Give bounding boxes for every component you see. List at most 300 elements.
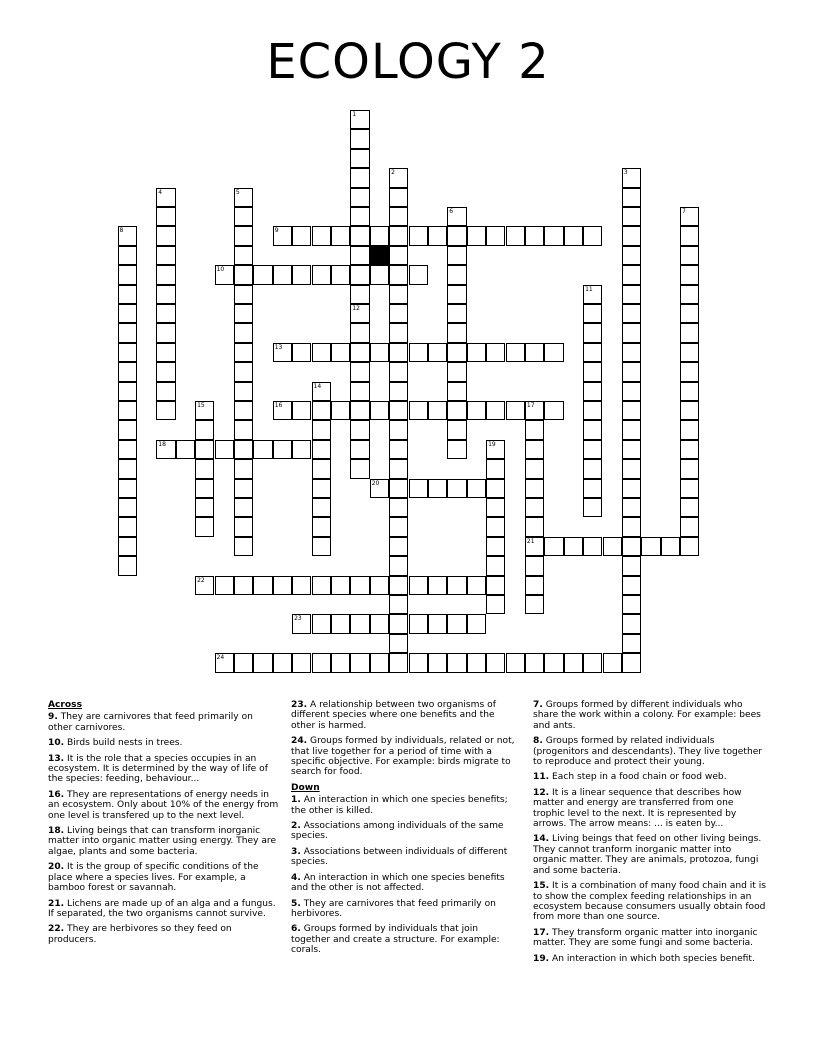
grid-cell[interactable] — [389, 226, 408, 245]
grid-cell[interactable] — [273, 576, 292, 595]
grid-cell[interactable] — [370, 653, 389, 672]
grid-cell[interactable] — [447, 362, 466, 381]
grid-cell[interactable] — [622, 362, 641, 381]
grid-cell[interactable] — [118, 498, 137, 517]
grid-cell[interactable] — [622, 285, 641, 304]
grid-cell[interactable] — [273, 401, 292, 420]
grid-cell[interactable] — [447, 304, 466, 323]
grid-cell[interactable] — [680, 285, 699, 304]
grid-cell[interactable] — [583, 459, 602, 478]
grid-cell[interactable] — [641, 537, 660, 556]
grid-cell[interactable] — [118, 246, 137, 265]
grid-cell[interactable] — [525, 226, 544, 245]
grid-cell[interactable] — [156, 382, 175, 401]
grid-cell[interactable] — [156, 440, 175, 459]
grid-cell[interactable] — [447, 576, 466, 595]
grid-cell[interactable] — [350, 382, 369, 401]
grid-cell[interactable] — [389, 265, 408, 284]
grid-cell[interactable] — [583, 343, 602, 362]
grid-cell[interactable] — [156, 246, 175, 265]
grid-cell[interactable] — [680, 401, 699, 420]
grid-cell[interactable] — [409, 614, 428, 633]
grid-cell[interactable] — [389, 168, 408, 187]
grid-cell[interactable] — [195, 498, 214, 517]
grid-cell[interactable] — [350, 362, 369, 381]
grid-cell[interactable] — [215, 653, 234, 672]
grid-cell[interactable] — [389, 479, 408, 498]
grid-cell[interactable] — [622, 207, 641, 226]
grid-cell[interactable] — [583, 362, 602, 381]
grid-cell[interactable] — [680, 517, 699, 536]
grid-cell[interactable] — [525, 420, 544, 439]
grid-cell[interactable] — [583, 479, 602, 498]
grid-cell[interactable] — [486, 517, 505, 536]
grid-cell[interactable] — [312, 226, 331, 245]
grid-cell[interactable] — [583, 498, 602, 517]
grid-cell[interactable] — [622, 459, 641, 478]
grid-cell[interactable] — [447, 323, 466, 342]
grid-cell[interactable] — [447, 401, 466, 420]
grid-cell[interactable] — [118, 401, 137, 420]
grid-cell[interactable] — [234, 420, 253, 439]
grid-cell[interactable] — [680, 459, 699, 478]
grid-cell[interactable] — [350, 653, 369, 672]
grid-cell[interactable] — [622, 595, 641, 614]
grid-cell[interactable] — [389, 595, 408, 614]
grid-cell[interactable] — [156, 285, 175, 304]
grid-cell[interactable] — [331, 653, 350, 672]
grid-cell[interactable] — [118, 556, 137, 575]
grid-cell[interactable] — [544, 653, 563, 672]
grid-cell[interactable] — [680, 343, 699, 362]
grid-cell[interactable] — [350, 459, 369, 478]
grid-cell[interactable] — [195, 459, 214, 478]
grid-cell[interactable] — [680, 382, 699, 401]
grid-cell[interactable] — [544, 401, 563, 420]
grid-cell[interactable] — [370, 343, 389, 362]
grid-cell[interactable] — [312, 459, 331, 478]
grid-cell[interactable] — [622, 304, 641, 323]
grid-cell[interactable] — [583, 304, 602, 323]
grid-cell[interactable] — [409, 653, 428, 672]
grid-cell[interactable] — [486, 459, 505, 478]
grid-cell[interactable] — [428, 479, 447, 498]
grid-cell[interactable] — [525, 556, 544, 575]
grid-cell[interactable] — [389, 440, 408, 459]
grid-cell[interactable] — [312, 517, 331, 536]
grid-cell[interactable] — [234, 343, 253, 362]
grid-cell[interactable] — [234, 226, 253, 245]
grid-cell[interactable] — [447, 614, 466, 633]
grid-cell[interactable] — [583, 440, 602, 459]
grid-cell[interactable] — [350, 207, 369, 226]
grid-cell[interactable] — [118, 226, 137, 245]
grid-cell[interactable] — [680, 304, 699, 323]
grid-cell[interactable] — [350, 304, 369, 323]
grid-cell[interactable] — [350, 323, 369, 342]
grid-cell[interactable] — [506, 653, 525, 672]
grid-cell[interactable] — [389, 382, 408, 401]
grid-cell[interactable] — [428, 343, 447, 362]
grid-cell[interactable] — [467, 479, 486, 498]
grid-cell[interactable] — [622, 517, 641, 536]
grid-cell[interactable] — [350, 129, 369, 148]
grid-cell[interactable] — [389, 323, 408, 342]
grid-cell[interactable] — [331, 265, 350, 284]
grid-cell[interactable] — [409, 226, 428, 245]
grid-cell[interactable] — [525, 401, 544, 420]
grid-cell[interactable] — [389, 459, 408, 478]
grid-cell[interactable] — [273, 343, 292, 362]
grid-cell[interactable] — [583, 382, 602, 401]
grid-cell[interactable] — [156, 207, 175, 226]
grid-cell[interactable] — [680, 479, 699, 498]
grid-cell[interactable] — [389, 362, 408, 381]
grid-cell[interactable] — [467, 653, 486, 672]
grid-cell[interactable] — [603, 653, 622, 672]
grid-cell[interactable] — [312, 382, 331, 401]
grid-cell[interactable] — [486, 343, 505, 362]
grid-cell[interactable] — [312, 265, 331, 284]
grid-cell[interactable] — [409, 479, 428, 498]
grid-cell[interactable] — [622, 226, 641, 245]
grid-cell[interactable] — [234, 517, 253, 536]
grid-cell[interactable] — [195, 479, 214, 498]
grid-cell[interactable] — [525, 479, 544, 498]
grid-cell[interactable] — [350, 614, 369, 633]
grid-cell[interactable] — [350, 285, 369, 304]
grid-cell[interactable] — [389, 517, 408, 536]
grid-cell[interactable] — [118, 459, 137, 478]
grid-cell[interactable] — [370, 265, 389, 284]
grid-cell[interactable] — [118, 265, 137, 284]
grid-cell[interactable] — [622, 343, 641, 362]
grid-cell[interactable] — [234, 653, 253, 672]
grid-cell[interactable] — [622, 479, 641, 498]
grid-cell[interactable] — [253, 576, 272, 595]
grid-cell[interactable] — [564, 226, 583, 245]
grid-cell[interactable] — [525, 576, 544, 595]
grid-cell[interactable] — [312, 401, 331, 420]
grid-cell[interactable] — [622, 556, 641, 575]
grid-cell[interactable] — [350, 226, 369, 245]
grid-cell[interactable] — [234, 265, 253, 284]
grid-cell[interactable] — [389, 634, 408, 653]
grid-cell[interactable] — [215, 440, 234, 459]
grid-cell[interactable] — [622, 653, 641, 672]
grid-cell[interactable] — [680, 498, 699, 517]
grid-cell[interactable] — [486, 440, 505, 459]
grid-cell[interactable] — [622, 401, 641, 420]
grid-cell[interactable] — [447, 420, 466, 439]
grid-cell[interactable] — [428, 226, 447, 245]
grid-cell[interactable] — [350, 110, 369, 129]
grid-cell[interactable] — [215, 576, 234, 595]
grid-cell[interactable] — [389, 207, 408, 226]
grid-cell[interactable] — [215, 265, 234, 284]
grid-cell[interactable] — [273, 653, 292, 672]
grid-cell[interactable] — [292, 343, 311, 362]
grid-cell[interactable] — [544, 537, 563, 556]
grid-cell[interactable] — [331, 226, 350, 245]
grid-cell[interactable] — [234, 576, 253, 595]
grid-cell[interactable] — [680, 537, 699, 556]
grid-cell[interactable] — [389, 304, 408, 323]
grid-cell[interactable] — [234, 401, 253, 420]
grid-cell[interactable] — [118, 323, 137, 342]
grid-cell[interactable] — [234, 304, 253, 323]
grid-cell[interactable] — [583, 653, 602, 672]
grid-cell[interactable] — [118, 420, 137, 439]
grid-cell[interactable] — [156, 362, 175, 381]
grid-cell[interactable] — [680, 323, 699, 342]
grid-cell[interactable] — [370, 401, 389, 420]
grid-cell[interactable] — [467, 343, 486, 362]
grid-cell[interactable] — [350, 420, 369, 439]
grid-cell[interactable] — [389, 537, 408, 556]
grid-cell[interactable] — [622, 634, 641, 653]
grid-cell[interactable] — [447, 382, 466, 401]
grid-cell[interactable] — [486, 479, 505, 498]
grid-cell[interactable] — [312, 479, 331, 498]
grid-cell[interactable] — [447, 265, 466, 284]
grid-cell[interactable] — [447, 226, 466, 245]
grid-cell[interactable] — [195, 401, 214, 420]
grid-cell[interactable] — [370, 576, 389, 595]
grid-cell[interactable] — [544, 226, 563, 245]
grid-cell[interactable] — [525, 440, 544, 459]
grid-cell[interactable] — [409, 343, 428, 362]
grid-cell[interactable] — [622, 382, 641, 401]
grid-cell[interactable] — [312, 614, 331, 633]
grid-cell[interactable] — [525, 459, 544, 478]
grid-cell[interactable] — [525, 343, 544, 362]
grid-cell[interactable] — [680, 420, 699, 439]
grid-cell[interactable] — [486, 401, 505, 420]
grid-cell[interactable] — [273, 265, 292, 284]
grid-cell[interactable] — [253, 265, 272, 284]
grid-cell[interactable] — [467, 226, 486, 245]
grid-cell[interactable] — [583, 285, 602, 304]
grid-cell[interactable] — [331, 614, 350, 633]
grid-cell[interactable] — [253, 440, 272, 459]
grid-cell[interactable] — [389, 653, 408, 672]
grid-cell[interactable] — [292, 653, 311, 672]
grid-cell[interactable] — [506, 226, 525, 245]
grid-cell[interactable] — [680, 362, 699, 381]
grid-cell[interactable] — [350, 265, 369, 284]
grid-cell[interactable] — [447, 479, 466, 498]
grid-cell[interactable] — [486, 556, 505, 575]
grid-cell[interactable] — [447, 246, 466, 265]
grid-cell[interactable] — [622, 265, 641, 284]
grid-cell[interactable] — [156, 343, 175, 362]
grid-cell[interactable] — [525, 498, 544, 517]
grid-cell[interactable] — [544, 343, 563, 362]
grid-cell[interactable] — [622, 168, 641, 187]
grid-cell[interactable] — [389, 420, 408, 439]
grid-cell[interactable] — [486, 537, 505, 556]
grid-cell[interactable] — [467, 576, 486, 595]
grid-cell[interactable] — [622, 498, 641, 517]
grid-cell[interactable] — [273, 440, 292, 459]
grid-cell[interactable] — [350, 149, 369, 168]
grid-cell[interactable] — [195, 517, 214, 536]
grid-cell[interactable] — [234, 382, 253, 401]
grid-cell[interactable] — [622, 246, 641, 265]
grid-cell[interactable] — [292, 265, 311, 284]
grid-cell[interactable] — [234, 479, 253, 498]
grid-cell[interactable] — [525, 517, 544, 536]
grid-cell[interactable] — [467, 614, 486, 633]
grid-cell[interactable] — [409, 401, 428, 420]
grid-cell[interactable] — [118, 362, 137, 381]
grid-cell[interactable] — [118, 285, 137, 304]
grid-cell[interactable] — [428, 576, 447, 595]
grid-cell[interactable] — [312, 440, 331, 459]
grid-cell[interactable] — [176, 440, 195, 459]
grid-cell[interactable] — [234, 362, 253, 381]
grid-cell[interactable] — [622, 188, 641, 207]
grid-cell[interactable] — [389, 285, 408, 304]
grid-cell[interactable] — [409, 265, 428, 284]
grid-cell[interactable] — [350, 343, 369, 362]
grid-cell[interactable] — [622, 537, 641, 556]
grid-cell[interactable] — [195, 440, 214, 459]
grid-cell[interactable] — [195, 420, 214, 439]
grid-cell[interactable] — [583, 537, 602, 556]
grid-cell[interactable] — [622, 420, 641, 439]
grid-cell[interactable] — [622, 440, 641, 459]
grid-cell[interactable] — [583, 226, 602, 245]
grid-cell[interactable] — [331, 343, 350, 362]
grid-cell[interactable] — [234, 537, 253, 556]
grid-cell[interactable] — [370, 479, 389, 498]
grid-cell[interactable] — [350, 168, 369, 187]
grid-cell[interactable] — [292, 401, 311, 420]
grid-cell[interactable] — [486, 653, 505, 672]
grid-cell[interactable] — [156, 188, 175, 207]
grid-cell[interactable] — [447, 285, 466, 304]
grid-cell[interactable] — [312, 537, 331, 556]
grid-cell[interactable] — [370, 614, 389, 633]
grid-cell[interactable] — [312, 498, 331, 517]
grid-cell[interactable] — [292, 226, 311, 245]
grid-cell[interactable] — [118, 517, 137, 536]
grid-cell[interactable] — [564, 537, 583, 556]
grid-cell[interactable] — [234, 285, 253, 304]
grid-cell[interactable] — [409, 576, 428, 595]
grid-cell[interactable] — [680, 246, 699, 265]
grid-cell[interactable] — [118, 304, 137, 323]
grid-cell[interactable] — [680, 226, 699, 245]
grid-cell[interactable] — [622, 614, 641, 633]
grid-cell[interactable] — [389, 401, 408, 420]
grid-cell[interactable] — [506, 343, 525, 362]
grid-cell[interactable] — [118, 382, 137, 401]
grid-cell[interactable] — [118, 440, 137, 459]
grid-cell[interactable] — [622, 323, 641, 342]
grid-cell[interactable] — [428, 653, 447, 672]
grid-cell[interactable] — [350, 401, 369, 420]
grid-cell[interactable] — [234, 498, 253, 517]
grid-cell[interactable] — [234, 246, 253, 265]
grid-cell[interactable] — [583, 401, 602, 420]
grid-cell[interactable] — [118, 537, 137, 556]
grid-cell[interactable] — [447, 343, 466, 362]
grid-cell[interactable] — [486, 226, 505, 245]
grid-cell[interactable] — [350, 246, 369, 265]
grid-cell[interactable] — [486, 498, 505, 517]
grid-cell[interactable] — [447, 440, 466, 459]
grid-cell[interactable] — [350, 576, 369, 595]
grid-cell[interactable] — [156, 265, 175, 284]
grid-cell[interactable] — [389, 614, 408, 633]
grid-cell[interactable] — [389, 576, 408, 595]
grid-cell[interactable] — [292, 440, 311, 459]
grid-cell[interactable] — [525, 653, 544, 672]
grid-cell[interactable] — [331, 401, 350, 420]
grid-cell[interactable] — [292, 614, 311, 633]
grid-cell[interactable] — [389, 556, 408, 575]
grid-cell[interactable] — [467, 401, 486, 420]
grid-cell[interactable] — [331, 576, 350, 595]
grid-cell[interactable] — [312, 576, 331, 595]
grid-cell[interactable] — [234, 207, 253, 226]
grid-cell[interactable] — [370, 226, 389, 245]
grid-cell[interactable] — [564, 653, 583, 672]
grid-cell[interactable] — [312, 420, 331, 439]
grid-cell[interactable] — [389, 246, 408, 265]
grid-cell[interactable] — [447, 653, 466, 672]
grid-cell[interactable] — [680, 265, 699, 284]
grid-cell[interactable] — [234, 188, 253, 207]
grid-cell[interactable] — [389, 188, 408, 207]
grid-cell[interactable] — [312, 343, 331, 362]
grid-cell[interactable] — [680, 207, 699, 226]
grid-cell[interactable] — [234, 323, 253, 342]
grid-cell[interactable] — [156, 226, 175, 245]
grid-cell[interactable] — [118, 479, 137, 498]
grid-cell[interactable] — [156, 401, 175, 420]
grid-cell[interactable] — [603, 537, 622, 556]
grid-cell[interactable] — [583, 323, 602, 342]
grid-cell[interactable] — [350, 440, 369, 459]
grid-cell[interactable] — [525, 595, 544, 614]
grid-cell[interactable] — [525, 537, 544, 556]
grid-cell[interactable] — [156, 323, 175, 342]
grid-cell[interactable] — [622, 576, 641, 595]
grid-cell[interactable] — [661, 537, 680, 556]
grid-cell[interactable] — [195, 576, 214, 595]
grid-cell[interactable] — [234, 459, 253, 478]
grid-cell[interactable] — [312, 653, 331, 672]
grid-cell[interactable] — [486, 576, 505, 595]
grid-cell[interactable] — [350, 188, 369, 207]
grid-cell[interactable] — [273, 226, 292, 245]
grid-cell[interactable] — [234, 440, 253, 459]
grid-cell[interactable] — [292, 576, 311, 595]
grid-cell[interactable] — [583, 420, 602, 439]
grid-cell[interactable] — [253, 653, 272, 672]
grid-cell[interactable] — [389, 498, 408, 517]
grid-cell[interactable] — [506, 401, 525, 420]
grid-cell[interactable] — [428, 401, 447, 420]
grid-cell[interactable] — [486, 595, 505, 614]
grid-cell[interactable] — [389, 343, 408, 362]
grid-cell[interactable] — [118, 343, 137, 362]
grid-cell[interactable] — [428, 614, 447, 633]
